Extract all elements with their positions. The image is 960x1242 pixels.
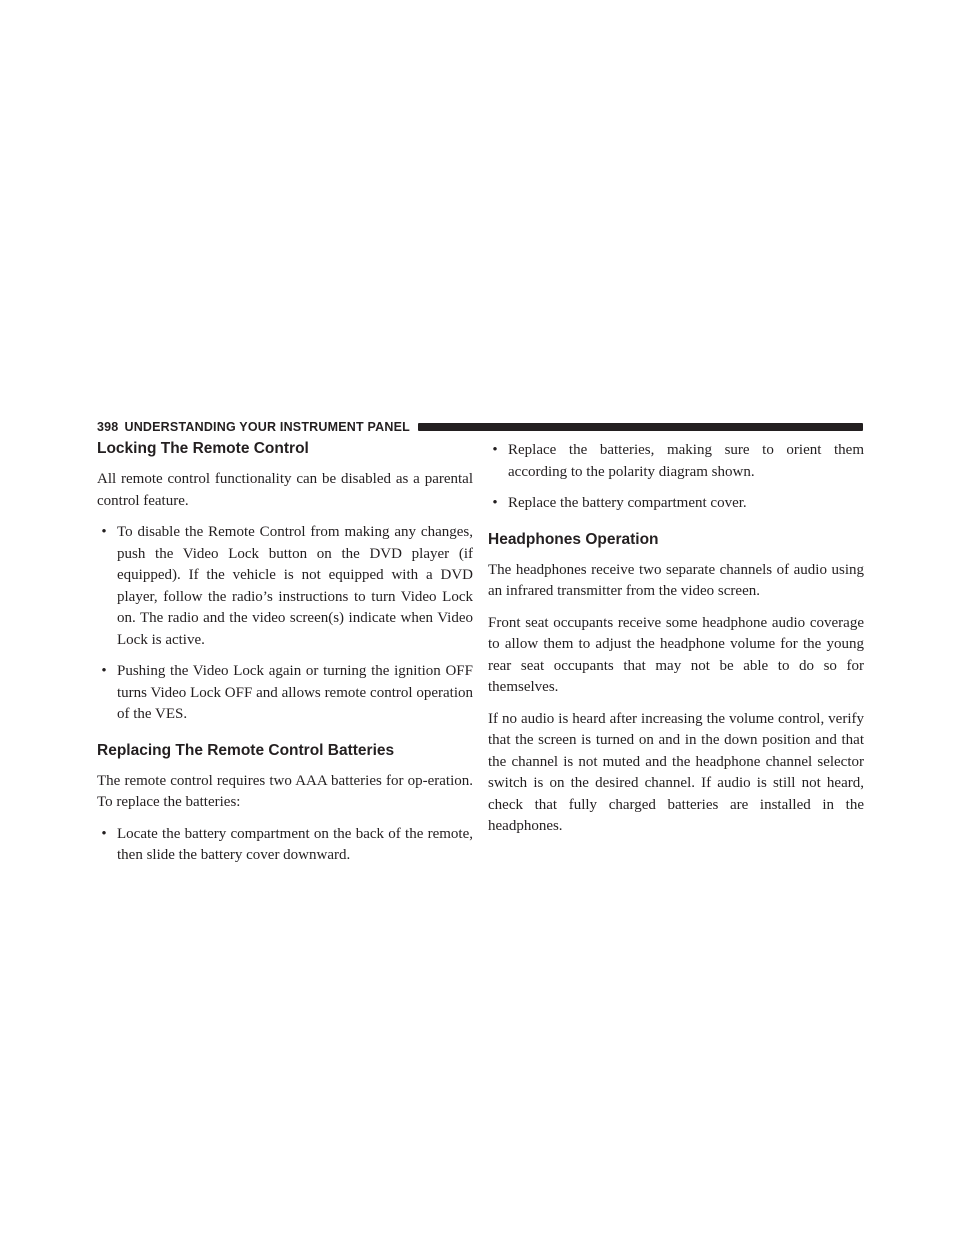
list-item [97,824,473,867]
list-item-text: Replace the batteries, making sure to orient them according to the polarity diagram shown. [508,442,864,480]
list-item-text: Pushing the Video Lock again or turning the ignition OFF turns Video Lock OFF and allows remote control operation of the VES. [117,663,473,722]
locking-bullet-list [97,522,473,726]
bullet-glyph: • [492,495,498,511]
left-column [97,440,473,877]
bullet-glyph: • [492,442,498,458]
bullet-glyph: • [101,524,107,540]
replacing-bullet-list-cont [488,440,864,515]
paragraph-locking-intro: All remote control functionality can be disabled as a parental control feature. [97,471,473,509]
paragraph-headphones-3: If no audio is heard after increasing the volume control, verify that the screen is turned on and in the down position and that the channel is not muted and the headphone channel selector switch is on the desired channel. If audio is still not heard, check that fully charged batteries are installed in the headphones. [488,710,864,834]
section-title: UNDERSTANDING YOUR INSTRUMENT PANEL [124,420,410,434]
list-item [97,522,473,651]
list-item-text: To disable the Remote Control from making any changes, push the Video Lock button on the DVD player (if equipped). If the vehicle is not equipped with a DVD player, follow the radio’s instructions to turn Video Lock on. The radio and the video screen(s) indicate when Video Lock is active. [117,524,473,648]
page-number: 398 [97,420,119,434]
page-header [97,419,863,435]
heading-locking-remote: Locking The Remote Control [97,440,309,457]
list-item [488,440,864,483]
list-item-text: Locate the battery compartment on the back of the remote, then slide the battery cover downward. [117,825,473,863]
list-item [488,493,864,515]
list-item [97,661,473,726]
list-item-text: Replace the battery compartment cover. [508,495,747,511]
header-rule [418,423,863,431]
heading-headphones-operation: Headphones Operation [488,530,659,548]
paragraph-headphones-2: Front seat occupants receive some headphone audio coverage to allow them to adjust the headphone volume for the young rear seat occupants that may not be able to do so for themselves. [488,614,864,695]
replacing-bullet-list [97,824,473,867]
paragraph-replacing-intro: The remote control requires two AAA batteries for op-eration. To replace the batteries: [97,772,473,810]
right-column [488,440,864,848]
heading-replacing-batteries: Replacing The Remote Control Batteries [97,741,395,759]
bullet-glyph: • [101,825,107,842]
bullet-glyph: • [101,663,107,679]
paragraph-headphones-1: The headphones receive two separate channels of audio using an infrared transmitter from the video screen. [488,561,864,599]
